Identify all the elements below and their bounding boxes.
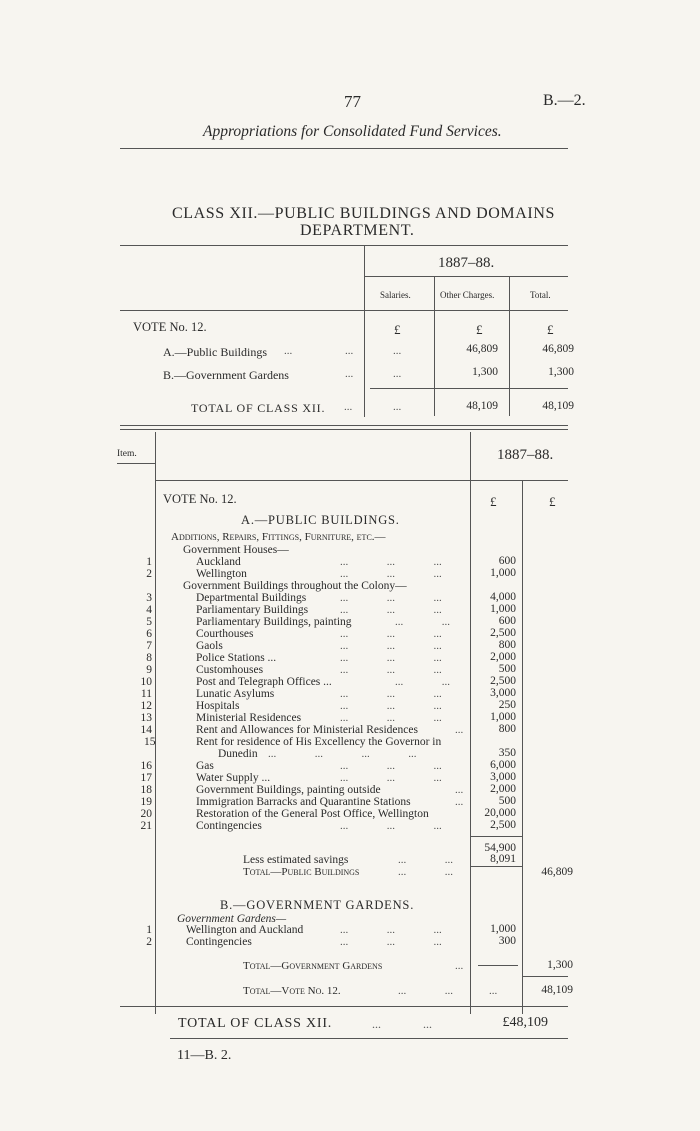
item-amount: 1,000: [490, 603, 516, 615]
item-label: Departmental Buildings: [196, 592, 307, 604]
item-number: 18: [140, 784, 152, 796]
summary-divider: [364, 245, 365, 417]
item-label: Post and Telegraph Offices ...: [196, 676, 332, 688]
summary-row-total: 1,300: [548, 366, 574, 378]
total-gardens-amount: 1,300: [547, 959, 573, 971]
item-column-rule: [155, 432, 156, 1014]
total-gardens-dots: ...: [455, 960, 464, 972]
total-public-buildings-dots: ... ...: [398, 866, 453, 878]
item-column-header: Item.: [117, 449, 137, 459]
running-title: Appropriations for Consolidated Fund Services.: [203, 123, 502, 140]
item-number: 5: [146, 616, 152, 628]
summary-col-salaries: Salaries.: [380, 290, 411, 300]
item-amount: 6,000: [490, 759, 516, 771]
item-label: Water Supply ...: [196, 772, 271, 784]
item-amount: 1,000: [490, 923, 516, 935]
item-amount: 2,500: [490, 627, 516, 639]
item-amount: 1,000: [490, 711, 516, 723]
item-label: Parliamentary Buildings: [196, 604, 309, 616]
summary-total-salaries: ...: [393, 401, 402, 413]
item-dots: ... ... ...: [340, 592, 442, 604]
item-dots: ... ... ...: [340, 568, 442, 580]
item-number: 13: [140, 712, 152, 724]
item-label: Rent for residence of His Excellency the Governor in: [196, 736, 442, 748]
total-vote-mid: ...: [489, 985, 498, 997]
item-amount: 500: [498, 795, 516, 807]
item-number: 17: [140, 772, 152, 784]
summary-total-label: TOTAL OF CLASS XII.: [191, 401, 326, 415]
item-label: Parliamentary Buildings, painting: [196, 616, 352, 628]
item-dots: ...: [455, 784, 464, 796]
item-dots: ... ... ...: [340, 556, 442, 568]
item-dots: ... ...: [395, 676, 450, 688]
page-number: 77: [344, 92, 361, 111]
summary-bottom-rule2: [120, 429, 568, 430]
total-gardens-label: Total—Government Gardens: [243, 960, 383, 972]
summary-total-total: 48,109: [542, 400, 574, 412]
item-dots: ... ... ...: [340, 712, 442, 724]
item-dots: ... ... ...: [340, 652, 442, 664]
item-label: Police Stations ...: [196, 652, 277, 664]
detail-currency-1: £: [490, 494, 497, 509]
item-amount: 3,000: [490, 771, 516, 783]
summary-currency-other: £: [476, 322, 483, 337]
item-dots: ... ... ...: [340, 760, 442, 772]
item-dots: ... ... ...: [340, 924, 442, 936]
paper-reference: B.—2.: [543, 92, 586, 109]
item-number: 3: [146, 592, 152, 604]
item-amount: 2,500: [490, 819, 516, 831]
summary-subtotal-rule: [370, 388, 568, 389]
summary-total-dots: ...: [344, 401, 353, 413]
item-number: 2: [146, 936, 152, 948]
item-dots: ... ... ...: [340, 688, 442, 700]
total-vote-dots: ... ...: [398, 985, 453, 997]
item-dots: ...: [455, 796, 464, 808]
total-public-buildings-label: Total—Public Buildings: [243, 866, 360, 878]
summary-year: 1887–88.: [438, 255, 495, 271]
item-number: 20: [140, 808, 152, 820]
summary-row-dots: ...: [345, 368, 354, 380]
item-dots: ...: [455, 724, 464, 736]
total-vote-amount: 48,109: [541, 984, 573, 996]
detail-header-rule: [155, 480, 568, 481]
summary-col-other: Other Charges.: [440, 290, 495, 300]
item-label: Rent and Allowances for Ministerial Residences: [196, 724, 418, 736]
item-dots: ... ...: [395, 616, 450, 628]
summary-row-salaries: ...: [393, 368, 402, 380]
item-number: 1: [146, 556, 152, 568]
summary-col-sep1: [434, 276, 435, 416]
detail-year: 1887–88.: [497, 447, 554, 463]
item-dots: ... ... ...: [340, 700, 442, 712]
government-houses-heading: Government Houses—: [183, 544, 289, 556]
summary-currency-total: £: [547, 322, 554, 337]
subtotal-amount: 54,900: [484, 842, 516, 854]
government-gardens-heading: Government Gardens—: [177, 913, 287, 925]
item-number: 4: [146, 604, 152, 616]
item-number: 6: [146, 628, 152, 640]
summary-row-other: 1,300: [472, 366, 498, 378]
item-number: 1: [146, 924, 152, 936]
item-label: Government Buildings, painting outside: [196, 784, 381, 796]
item-amount: 20,000: [484, 807, 516, 819]
item-number: 2: [146, 568, 152, 580]
summary-year-rule: [364, 276, 568, 277]
item-dots: ... ... ...: [340, 640, 442, 652]
additions-heading: Additions, Repairs, Fittings, Furniture, etc.—: [171, 531, 386, 543]
item-label: Courthouses: [196, 628, 254, 640]
item-number: 15: [144, 736, 156, 748]
item-label: Ministerial Residences: [196, 712, 302, 724]
item-amount: 800: [498, 639, 516, 651]
item-label: Hospitals: [196, 700, 240, 712]
item-dots: ... ... ...: [340, 604, 442, 616]
item-number: 19: [140, 796, 152, 808]
item-number: 11: [140, 688, 152, 700]
summary-row-dots2: ...: [345, 345, 354, 357]
item-amount: 2,000: [490, 651, 516, 663]
item-amount: 3,000: [490, 687, 516, 699]
total-b-rule: [478, 965, 518, 966]
item-label: Wellington and Auckland: [186, 924, 304, 936]
item-label: Gaols: [196, 640, 223, 652]
summary-vote-label: VOTE No. 12.: [133, 320, 207, 334]
item-amount: 500: [498, 663, 516, 675]
detail-currency-2: £: [549, 494, 556, 509]
item-label: Contingencies: [196, 820, 262, 832]
summary-col-total: Total.: [530, 290, 551, 300]
total-a-rule: [470, 866, 522, 867]
summary-row-label: A.—Public Buildings: [163, 345, 268, 359]
summary-top-rule: [120, 245, 568, 246]
item-dots: ... ... ...: [340, 628, 442, 640]
item-number: 21: [140, 820, 152, 832]
item-number: 12: [140, 700, 152, 712]
detail-col-sep: [522, 480, 523, 1014]
item-number: 7: [146, 640, 152, 652]
item-label: Wellington: [196, 568, 247, 580]
grand-total-rule: [170, 1038, 568, 1039]
item-number: 10: [140, 676, 152, 688]
grand-total-label: TOTAL OF CLASS XII.: [178, 1016, 333, 1031]
item-amount: 4,000: [490, 591, 516, 603]
class-title-line2: DEPARTMENT.: [300, 222, 415, 239]
summary-header-rule: [120, 310, 568, 311]
item-number: 16: [140, 760, 152, 772]
header-rule: [120, 148, 568, 149]
item-amount: 600: [498, 615, 516, 627]
grand-total-amount: £48,109: [502, 1015, 548, 1030]
item-dots: ... ... ...: [340, 820, 442, 832]
item-label: Gas: [196, 760, 214, 772]
grand-total-dots: ... ...: [372, 1017, 432, 1031]
detail-vote-label: VOTE No. 12.: [163, 492, 237, 506]
item-label: Customhouses: [196, 664, 264, 676]
less-savings-amount: 8,091: [490, 853, 516, 865]
item-amount: 250: [498, 699, 516, 711]
class-title-line1: CLASS XII.—PUBLIC BUILDINGS AND DOMAINS: [172, 205, 555, 222]
item-dots: ... ... ...: [340, 936, 442, 948]
item-amount: 600: [498, 555, 516, 567]
total-vote-label: Total—Vote No. 12.: [243, 985, 341, 997]
summary-row-total: 46,809: [542, 343, 574, 355]
less-savings-dots: ... ...: [398, 854, 453, 866]
item-number: 8: [146, 652, 152, 664]
item-amount: 2,000: [490, 783, 516, 795]
item-header-rule: [117, 463, 155, 464]
less-savings-label: Less estimated savings: [243, 854, 349, 866]
item-amount: 800: [498, 723, 516, 735]
item-label: Auckland: [196, 556, 241, 568]
total-b-amount-rule: [522, 976, 568, 977]
section-b-title: B.—GOVERNMENT GARDENS.: [220, 898, 415, 912]
item-number: 14: [140, 724, 152, 736]
item-label: Restoration of the General Post Office, Wellington: [196, 808, 429, 820]
item-amount: 300: [498, 935, 516, 947]
item-label: Lunatic Asylums: [196, 688, 275, 700]
item-dots: ... ... ... ...: [268, 748, 417, 760]
item-amount: 350: [498, 747, 516, 759]
item-label: Immigration Barracks and Quarantine Stations: [196, 796, 411, 808]
item-dots: ... ... ...: [340, 772, 442, 784]
summary-bottom-rule: [120, 425, 568, 426]
item-amount: 1,000: [490, 567, 516, 579]
summary-row-salaries: ...: [393, 345, 402, 357]
item-amount: 2,500: [490, 675, 516, 687]
section-a-title: A.—PUBLIC BUILDINGS.: [241, 513, 400, 527]
summary-currency-salaries: £: [394, 322, 401, 337]
item-dots: ... ... ...: [340, 664, 442, 676]
total-public-buildings-amount: 46,809: [541, 866, 573, 878]
detail-bottom-rule: [120, 1006, 568, 1007]
summary-col-sep2: [509, 276, 510, 416]
footer-signature: 11—B. 2.: [177, 1048, 232, 1063]
summary-total-other: 48,109: [466, 400, 498, 412]
summary-row-label: B.—Government Gardens: [163, 368, 289, 382]
summary-row-other: 46,809: [466, 343, 498, 355]
item-number: 9: [146, 664, 152, 676]
item-label-continued: Dunedin: [218, 748, 258, 760]
item-label: Contingencies: [186, 936, 252, 948]
subtotal-rule: [470, 836, 522, 837]
summary-row-dots: ...: [284, 345, 293, 357]
government-buildings-heading: Government Buildings throughout the Colony—: [183, 580, 407, 592]
